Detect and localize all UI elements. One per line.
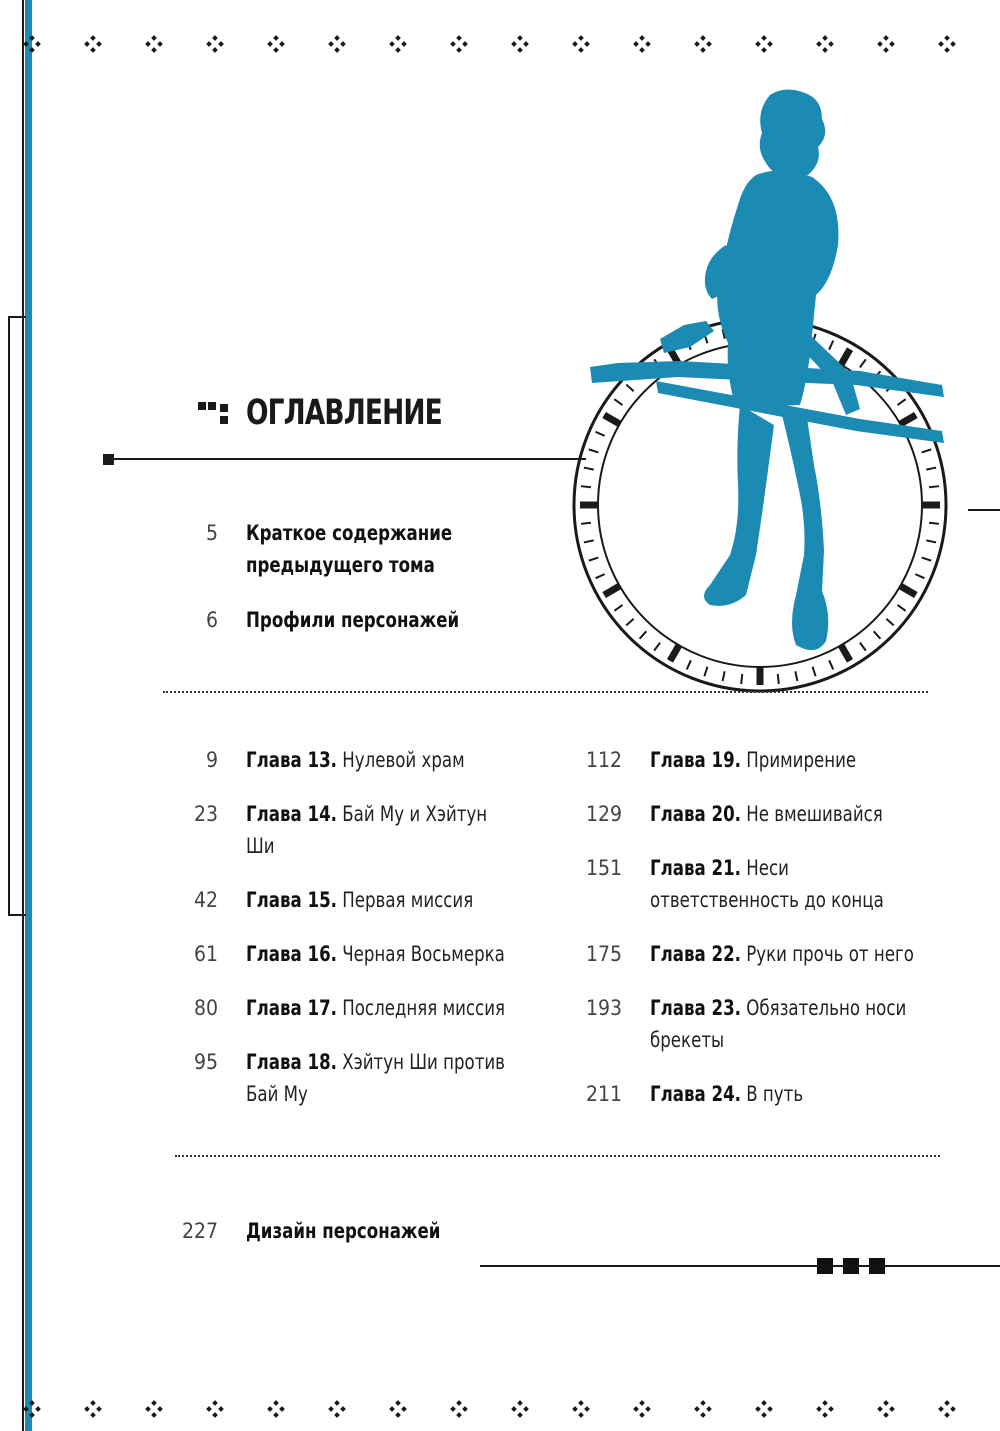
character-clock-illustration [560,85,1000,695]
chapter-label: Глава 16. [246,942,337,966]
entry-text [246,517,452,581]
page-number: 151 [585,856,622,880]
entry-line [246,1046,505,1078]
entry-line [246,744,465,776]
title-rule [106,458,586,460]
bottom-rule [480,1265,1000,1267]
page-number: 9 [205,748,218,772]
page-number: 211 [585,1082,622,1106]
entry-line [650,744,856,776]
side-bracket [8,316,26,916]
square-ornament [817,1258,833,1274]
entry-text [650,1078,803,1110]
diamond-ornament [328,35,346,53]
chapter-title: Руки прочь от него [746,942,914,966]
entry-text [246,938,505,970]
entry-text: Дизайн персонажей [246,1219,441,1243]
entry-text [246,744,465,776]
page-number: 80 [193,996,218,1020]
entry-text [650,744,856,776]
toc-title: ОГЛАВЛЕНИЕ [246,393,442,433]
diamond-ornament [694,1400,712,1418]
square-ornament [869,1258,885,1274]
entry-line-continued: Ши [246,834,275,858]
diamond-ornament [816,35,834,53]
chapter-title: Не вмешивайся [746,802,883,826]
diamond-ornament [84,1400,102,1418]
diamond-ornament [633,35,651,53]
diamond-ornament [23,35,41,53]
chapter-title: Обязательно носи [746,996,907,1020]
entry-line: Профили персонажей [246,608,460,632]
diamond-ornament [938,35,956,53]
diamond-ornament [145,35,163,53]
entry-line: предыдущего тома [246,553,435,577]
diamond-ornament [633,1400,651,1418]
chapter-label: Глава 22. [650,942,741,966]
square-ornament [843,1258,859,1274]
chapter-label: Глава 18. [246,1050,337,1074]
diamond-ornament [328,1400,346,1418]
diamond-ornament [145,1400,163,1418]
diamond-ornament [755,1400,773,1418]
diamond-ornament [450,1400,468,1418]
chapter-title: Неси [746,856,789,880]
chapter-title: Хэйтун Ши против [342,1050,505,1074]
entry-text [246,1046,505,1110]
page-number: 23 [193,802,218,826]
diamond-ornament [389,1400,407,1418]
diamond-ornament [511,1400,529,1418]
page-number: 6 [205,608,218,632]
entry-text [650,992,906,1056]
diamond-ornament [816,1400,834,1418]
entry-line [650,1078,803,1110]
page-number: 129 [585,802,622,826]
chapter-title: В путь [746,1082,804,1106]
entry-text [246,884,473,916]
diamond-ornament [267,35,285,53]
diamond-ornament [389,35,407,53]
diamond-ornament [206,35,224,53]
entry-text [650,938,914,970]
entry-line [246,884,473,916]
chapter-title: Нулевой храм [342,748,465,772]
diamond-ornament [84,35,102,53]
entry-text [246,992,505,1024]
page-number: 5 [205,521,218,545]
character-silhouette [590,89,944,650]
diamond-ornament [694,35,712,53]
page-number: 95 [193,1050,218,1074]
title-rule-endcap [103,454,114,465]
entry-line [650,798,883,830]
entry-line [650,938,914,970]
page-number: 112 [585,748,622,772]
chapter-label: Глава 19. [650,748,741,772]
page-number: 227 [181,1219,218,1243]
diamond-ornament [572,35,590,53]
page-number: 193 [585,996,622,1020]
chapter-label: Глава 14. [246,802,337,826]
dotted-divider [175,1155,940,1157]
entry-line-continued: Бай Му [246,1082,308,1106]
page-number: 42 [193,888,218,912]
top-ornament-row [0,28,1000,58]
chapter-label: Глава 15. [246,888,337,912]
entry-line [246,992,505,1024]
entry-text [650,852,884,916]
entry-text [650,798,883,830]
diamond-ornament [511,35,529,53]
chapter-label: Глава 21. [650,856,741,880]
chapter-label: Глава 20. [650,802,741,826]
diamond-ornament [938,1400,956,1418]
page-number: 175 [585,942,622,966]
entry-line: Краткое содержание [246,521,453,545]
diamond-ornament [877,1400,895,1418]
chapter-title: Черная Восьмерка [342,942,505,966]
entry-line [650,852,884,884]
diamond-ornament [755,35,773,53]
diamond-ornament [206,1400,224,1418]
entry-line-continued: ответственность до конца [650,888,884,912]
entry-line [650,992,906,1024]
bottom-ornament-row [0,1393,1000,1423]
entry-line-continued: брекеты [650,1028,725,1052]
chapter-label: Глава 13. [246,748,337,772]
title-squares-icon [198,400,230,428]
diamond-ornament [267,1400,285,1418]
chapter-label: Глава 24. [650,1082,741,1106]
diamond-ornament [23,1400,41,1418]
chapter-label: Глава 17. [246,996,337,1020]
diamond-ornament [450,35,468,53]
chapter-title: Первая миссия [342,888,474,912]
blue-spine-stripe [25,0,32,1431]
dotted-divider [163,691,928,693]
entry-line [246,798,487,830]
diamond-ornament [877,35,895,53]
chapter-title: Последняя миссия [342,996,506,1020]
chapter-title: Бай Му и Хэйтун [342,802,488,826]
entry-line [246,938,505,970]
page-number: 61 [193,942,218,966]
chapter-label: Глава 23. [650,996,741,1020]
chapter-title: Примирение [746,748,857,772]
diamond-ornament [572,1400,590,1418]
entry-text [246,604,459,636]
entry-text [246,798,487,862]
